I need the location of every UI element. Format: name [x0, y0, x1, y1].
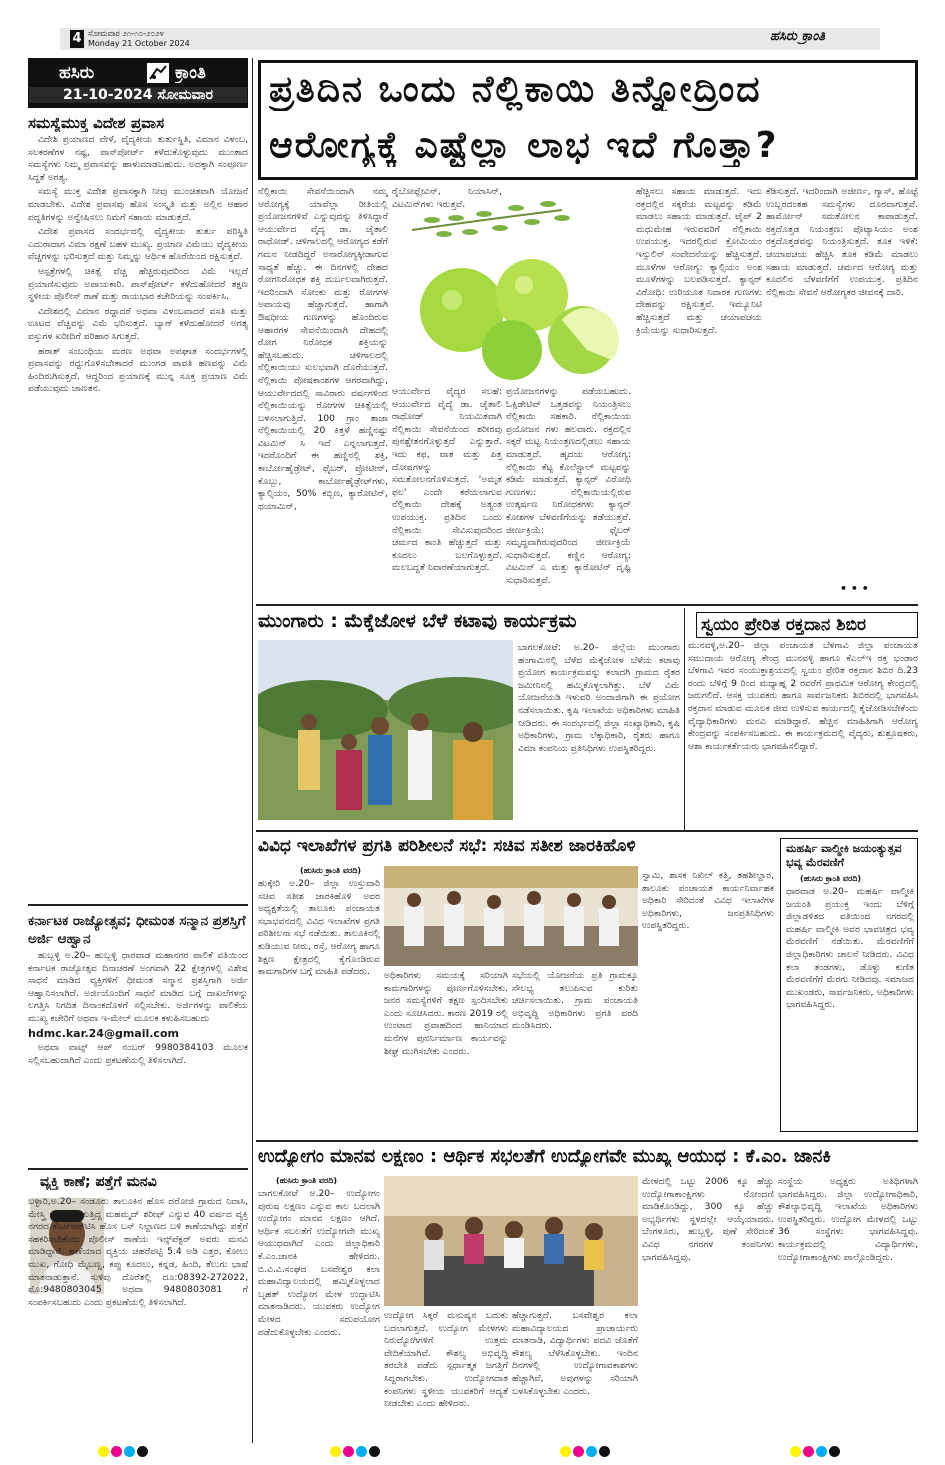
- editorial-paragraph: ವಿದೇಶಿ ಪ್ರಯಾಣದ ವೇಳೆ, ವೈದ್ಯಕೀಯ ತುರ್ತುಸ್ಥಿತಿ, ವಿಮಾನ ವಿಳಂಬ, ಸಲಕರಣೆಗಳ ನಷ್ಟ, ಪಾಸ್‌ಪೋರ್ಟ್ ಕಳೆದುಕೊಳ್ಳುವುದು ಮುಂತಾದ ಸಮಸ್ಯೆಗಳು ನಿಮ್ಮ ಪ್ರವಾಸವನ್ನು ಹಾಳುಮಾಡಬಹುದು. ಅದಕ್ಕಾಗಿ ಸಂಪೂರ್ಣ ಸಿದ್ಧತೆ ಅಗತ್ಯ.: [28, 134, 248, 183]
- rajyotsava-email: hdmc.kar.24@gmail.com: [28, 1026, 179, 1040]
- jobs-col-4: ಮೇಳದಲ್ಲಿ ಒಟ್ಟು 2006 ಕ್ಕೂ ಹೆಚ್ಚು ಉದ್ಯೋಗಾಕಾಂಕ್ಷಿಗಳು ನೋಂದಣಿ ಮಾಡಿಕೊಂಡಿದ್ದು, 300 ಕ್ಕೂ ಹೆಚ್ಚು ಅಭ್ಯರ್ಥಿಗಳು ಸ್ಥಳದಲ್ಲೇ ಆಯ್ಕೆಯಾದರು. ಬೆಂಗಳೂರು, ಹುಬ್ಬಳ್ಳಿ, ಪುಣೆ ಸೇರಿದಂತೆ ವಿವಿಧ ನಗರಗಳ ಕಂಪನಿಗಳು ಭಾಗವಹಿಸಿದ್ದವು.: [642, 1176, 774, 1263]
- reg-dot: [790, 1446, 801, 1457]
- blood-headline: ಸ್ವಯಂ ಪ್ರೇರಿತ ರಕ್ತದಾನ ಶಿಬಿರ: [696, 612, 918, 638]
- valmiki-headline: ಮಹರ್ಷಿ ವಾಲ್ಮೀಕಿ ಜಯಂತ್ಯುತ್ಸವ ಭವ್ಯ ಮೆರವಣಿಗೆ: [786, 842, 902, 869]
- amla-col-2-top: ರೈಬೋಫ್ಲೇವಿನ್, ನಿಯಾಸಿನ್, ವಿಟಮಿನ್‌ಗಳು ಇರುತ್ತವೆ.: [392, 186, 502, 210]
- divider: [28, 1168, 248, 1170]
- jobs-photo: [384, 1176, 638, 1306]
- reg-dot: [599, 1446, 610, 1457]
- header-date-english: Monday 21 October 2024: [88, 39, 190, 48]
- masthead: [28, 58, 248, 108]
- amla-headline-line1: ಪ್ರತಿದಿನ ಒಂದು ನೆಲ್ಲಿಕಾಯಿ ತಿನ್ನೋದ್ರಿಂದ: [269, 69, 762, 110]
- reg-dot: [137, 1446, 148, 1457]
- editorial-body: [28, 134, 248, 898]
- valmiki-dateline: (ಹುಸಿರು ಕ್ರಾಂತಿ ವರದಿ): [800, 874, 862, 883]
- review-col-1: ಹುಕ್ಕೇರಿ ಅ.20– ಜಿಲ್ಲಾ ಉಸ್ತುವಾರಿ ಸಚಿವ ಸತೀಶ ಜಾರಕಿಹೊಳಿ ಅವರ ಅಧ್ಯಕ್ಷತೆಯಲ್ಲಿ ತಾಲೂಕು ಪಂಚಾಯತ ಸಭಾಭವನದಲ್ಲಿ ವಿವಿಧ ಇಲಾಖೆಗಳ ಪ್ರಗತಿ ಪರಿಶೀಲನಾ ಸಭೆ ನಡೆಯಿತು. ತಾಲೂಕಿನಲ್ಲಿ ಕುಡಿಯುವ ನೀರು, ರಸ್ತೆ, ಆರೋಗ್ಯ ಹಾಗೂ ಶಿಕ್ಷಣ ಕ್ಷೇತ್ರದಲ್ಲಿ ಕೈಗೊಂಡಿರುವ ಕಾಮಗಾರಿಗಳ ಬಗ್ಗೆ ಮಾಹಿತಿ ಪಡೆದರು.: [258, 878, 380, 978]
- plough-logo-icon: [147, 63, 169, 83]
- rajyotsava-headline: ಕರ್ನಾಟಕ ರಾಜ್ಯೋತ್ಸವ; ಧೀಮಂತ ಸನ್ಮಾನ ಪ್ರಶಸ್ತಿಗೆ ಅರ್ಜಿ ಆಹ್ವಾನ: [28, 913, 246, 947]
- reg-dot: [803, 1446, 814, 1457]
- reg-dot: [111, 1446, 122, 1457]
- divider: [256, 604, 918, 606]
- mungaru-headline: ಮುಂಗಾರು : ಮೆಕ್ಕೆಜೋಳ ಬೆಳೆ ಕಟಾವು ಕಾರ್ಯಕ್ರಮ: [258, 610, 577, 632]
- page-number: 4: [70, 30, 84, 48]
- missing-headline: ವ್ಯಕ್ತಿ ಕಾಣೆ; ಪತ್ತೆಗೆ ಮನವಿ: [40, 1174, 157, 1190]
- missing-body: [28, 1196, 248, 1440]
- editorial-headline: ಸಮಸ್ಯೆಮುಕ್ತ ವಿದೇಶ ಪ್ರವಾಸ: [28, 114, 165, 132]
- editorial-paragraph: ಸಮಸ್ಯೆ ಮುಕ್ತ ವಿದೇಶ ಪ್ರವಾಸಕ್ಕಾಗಿ ನೀವು ಮುಂಚಿತವಾಗಿ ಯೋಜನೆ ಮಾಡಬೇಕು. ವಿದೇಶ ಪ್ರವಾಸವು ಹೊಸ ಸಂಸ್ಕೃತಿ ಮತ್ತು ಅಲ್ಲಿನ ಆಹಾರ ಪದ್ಧತಿಗಳನ್ನು ಅನ್ವೇಷಿಸಲು ನಿಮಗೆ ಸಹಾಯ ಮಾಡುತ್ತದೆ.: [28, 186, 248, 223]
- column-divider: [252, 58, 253, 1443]
- amla-headline-line2: ಆರೋಗ್ಯಕ್ಕೆ ಎಷ್ಟೆಲ್ಲಾ ಲಾಭ ಇದೆ ಗೊತ್ತಾ?: [269, 125, 779, 166]
- reg-dot: [560, 1446, 571, 1457]
- reg-dot: [330, 1446, 341, 1457]
- reg-dot: [829, 1446, 840, 1457]
- review-headline: ವಿವಿಧ ಇಲಾಖೆಗಳ ಪ್ರಗತಿ ಪರಿಶೀಲನೆ ಸಭೆ: ಸಚಿವ ಸತೀಶ ಜಾರಕಿಹೊಳಿ: [258, 836, 636, 856]
- review-col-4: ಸ್ವಾಮಿ, ಶಾಸಕ ನಿಖಿಲ್ ಕತ್ತಿ, ತಹಶೀಲ್ದಾರ, ತಾಲೂಕು ಪಂಚಾಯತ ಕಾರ್ಯನಿರ್ವಾಹಕ ಅಧಿಕಾರಿ ಸೇರಿದಂತೆ ವಿವಿಧ ಇಲಾಖೆಗಳ ಅಧಿಕಾರಿಗಳು, ಜನಪ್ರತಿನಿಧಿಗಳು ಉಪಸ್ಥಿತರಿದ್ದರು.: [642, 870, 774, 932]
- masthead-name-left: ಹಸಿರು: [59, 63, 95, 83]
- amla-col-4: ಹೆಚ್ಚಿಸಲು ಸಹಾಯ ಮಾಡುತ್ತದೆ. ಇದು ರಕ್ತದಲ್ಲಿನ ಸಕ್ಕರೆಯ ಮಟ್ಟವನ್ನು ಕಡಿಮೆ ಮಾಡಲು ಸಹಾಯ ಮಾಡುತ್ತದೆ. ಟೈಪ್ 2 ಮಧುಮೇಹ ಇರುವವರಿಗೆ ನೆಲ್ಲಿಕಾಯಿ ಉಪಯುಕ್ತ. ಇದರಲ್ಲಿರುವ ಕ್ರೋಮಿಯಂ ಇನ್ಸುಲಿನ್ ಸಂವೇದನೆಯನ್ನು ಹೆಚ್ಚಿಸುತ್ತದೆ. ಮೂಳೆಗಳ ಆರೋಗ್ಯ: ಕ್ಯಾಲ್ಸಿಯಂ ಅಂಶ ಮೂಳೆಗಳನ್ನು ಬಲಪಡಿಸುತ್ತದೆ. ಕ್ಯಾನ್ಸರ್ ವಿರೋಧಿ: ಉರಿಯೂತ ನಿವಾರಕ ಗುಣಗಳು ದೇಹವನ್ನು ರಕ್ಷಿಸುತ್ತವೆ. ಇಮ್ಯೂನಿಟಿ ಹೆಚ್ಚಿಸುತ್ತದೆ ಮತ್ತು ಚಯಾಪಚಯ ಕ್ರಿಯೆಯನ್ನು ಸುಧಾರಿಸುತ್ತದೆ.: [636, 186, 762, 598]
- review-photo: [384, 866, 638, 966]
- jobs-col-2: ಉದ್ಯೋಗ ಸಿಕ್ಕರೆ ಮನುಷ್ಯನ ಬದುಕು ಬದಲಾಗುತ್ತದೆ. ಉದ್ಯೋಗ ಮೇಳಗಳು ನಿರುದ್ಯೋಗಿಗಳಿಗೆ ಉತ್ತಮ ವೇದಿಕೆಯಾಗಿವೆ. ಕೌಶಲ್ಯ ಅಭಿವೃದ್ಧಿ ತರಬೇತಿ ಪಡೆದು ಸ್ಪರ್ಧಾತ್ಮಕ ಜಗತ್ತಿಗೆ ಸಿದ್ಧರಾಗಬೇಕು. ಉದ್ಯೋಗದಾತ ಕಂಪನಿಗಳು ಸ್ಥಳೀಯ ಯುವಕರಿಗೆ ಆದ್ಯತೆ ನೀಡಬೇಕು ಎಂದು ಹೇಳಿದರು.: [384, 1310, 508, 1410]
- divider: [28, 904, 248, 906]
- reg-dot: [124, 1446, 135, 1457]
- reg-dot: [343, 1446, 354, 1457]
- editorial-paragraph: ಆಸ್ಪತ್ರೆಗಳಲ್ಲಿ ಚಿಕಿತ್ಸೆ ವೆಚ್ಚ ಹೆಚ್ಚಿರುವುದರಿಂದ ವಿಮೆ ಇಲ್ಲದೆ ಪ್ರಯಾಣಿಸುವುದು ಅಪಾಯಕಾರಿ. ಪಾಸ್‌ಪೋರ್ಟ್ ಕಳೆದುಹೋದರೆ ತಕ್ಷಣ ಸ್ಥಳೀಯ ಪೊಲೀಸ್ ಠಾಣೆ ಮತ್ತು ರಾಯಭಾರ ಕಚೇರಿಯನ್ನು ಸಂಪರ್ಕಿಸಿ.: [28, 265, 248, 303]
- jobs-col-3: ಹೆಚ್ಚಾಗುತ್ತದೆ. ಬಸವೇಶ್ವರ ಕಲಾ ಮಹಾವಿದ್ಯಾಲಯದ ಪ್ರಾಚಾರ್ಯರು ಮಾತನಾಡಿ, ವಿದ್ಯಾರ್ಥಿಗಳು ಪದವಿ ಜೊತೆಗೆ ಕೌಶಲ್ಯ ಬೆಳೆಸಿಕೊಳ್ಳಬೇಕು. ಇಂದಿನ ದಿನಗಳಲ್ಲಿ ಉದ್ಯೋಗಾವಕಾಶಗಳು ಹೆಚ್ಚಾಗಿವೆ, ಅವುಗಳನ್ನು ಸರಿಯಾಗಿ ಬಳಸಿಕೊಳ್ಳಬೇಕು ಎಂದರು.: [512, 1310, 638, 1397]
- mungaru-body: ಬಾಗಲಕೋಟೆ: ಅ.20– ಜಿಲ್ಲೆಯ ಮುಂಗಾರು ಹಂಗಾಮಿನಲ್ಲಿ ಬೆಳೆದ ಮೆಕ್ಕೆಜೋಳ ಬೆಳೆಯ ಕಟಾವು ಪ್ರಯೋಗ ಕಾರ್ಯಕ್ರಮವನ್ನು ಕಲಾದಗಿ ಗ್ರಾಮದ ರೈತರ ಜಮೀನಿನಲ್ಲಿ ಹಮ್ಮಿಕೊಳ್ಳಲಾಗಿತ್ತು. ಬೆಳೆ ವಿಮೆ ಯೋಜನೆಯಡಿ ಇಳುವರಿ ಅಂದಾಜಿಗಾಗಿ ಈ ಪ್ರಯೋಗ ನಡೆಸಲಾಯಿತು. ಕೃಷಿ ಇಲಾಖೆಯ ಅಧಿಕಾರಿಗಳು ಮಾಹಿತಿ ನೀಡಿದರು. ಈ ಸಂದರ್ಭದಲ್ಲಿ ಜಿಲ್ಲಾ ಸಂಖ್ಯಾಧಿಕಾರಿ, ಕೃಷಿ ಅಧಿಕಾರಿಗಳು, ಗ್ರಾಮ ಲೆಕ್ಕಾಧಿಕಾರಿ, ರೈತರು ಹಾಗೂ ವಿಮಾ ಕಂಪನಿಯ ಪ್ರತಿನಿಧಿಗಳು ಉಪಸ್ಥಿತರಿದ್ದರು.: [518, 642, 680, 754]
- jobs-col-1: ಬಾಗಲಕೋಟೆ ಅ.20– ಉದ್ಯೋಗಂ ಪುರುಷ ಲಕ್ಷಣಂ ಎನ್ನುವ ಕಾಲ ಬದಲಾಗಿ ಉದ್ಯೋಗಂ ಮಾನವ ಲಕ್ಷಣಂ ಆಗಿದೆ. ಆರ್ಥಿಕ ಸಬಲತೆಗೆ ಉದ್ಯೋಗವೇ ಮುಖ್ಯ ಆಯುಧವಾಗಿದೆ ಎಂದು ಜಿಲ್ಲಾಧಿಕಾರಿ ಕೆ.ಎಂ.ಜಾನಕಿ ಹೇಳಿದರು. ಬಿ.ವಿ.ವಿ.ಸಂಘದ ಬಸವೇಶ್ವರ ಕಲಾ ಮಹಾವಿದ್ಯಾಲಯದಲ್ಲಿ ಹಮ್ಮಿಕೊಳ್ಳಲಾದ ಬೃಹತ್ ಉದ್ಯೋಗ ಮೇಳ ಉದ್ಘಾಟಿಸಿ ಮಾತನಾಡಿದರು. ಯುವಕರು ಉದ್ಯೋಗ ಮೇಳದ ಸದುಪಯೋಗ ಪಡೆದುಕೊಳ್ಳಬೇಕು ಎಂದರು.: [258, 1188, 380, 1338]
- amla-col-1: ನೆಲ್ಲಿಕಾಯಿ ಸೇವನೆಯಿಂದಾಗಿ ನಮ್ಮ ಆರೋಗ್ಯಕ್ಕೆ ಯಾವೆಲ್ಲಾ ರೀತಿಯಲ್ಲಿ ಪ್ರಯೋಜನಗಳಿವೆ ಎನ್ನುವುದನ್ನು ತಿಳಿಸಿದ್ದಾರೆ ಆಯುರ್ವೇದ ವೈದ್ಯ ಡಾ. ಚೈತಾಲಿ ರಾಥೋಡ್. ಚಳಿಗಾಲದಲ್ಲಿ ಆರೋಗ್ಯದ ಕಡೆಗೆ ಗಮನ ನೀಡದಿದ್ದರೆ ಅನಾರೋಗ್ಯಕ್ಕೀಡಾಗುವ ಸಾಧ್ಯತೆ ಹೆಚ್ಚು. ಈ ದಿನಗಳಲ್ಲಿ ದೇಹದ ರೋಗನಿರೋಧಕ ಶಕ್ತಿ ದುರ್ಬಲವಾಗಿರುತ್ತದೆ. ಇದರಿಂದಾಗಿ ಸೋಂಕು ಮತ್ತು ರೋಗಗಳ ಅಪಾಯವು ಹೆಚ್ಚಾಗುತ್ತದೆ. ಹಾಗಾಗಿ ಔಷಧೀಯ ಗುಣಗಳನ್ನು ಹೊಂದಿರುವ ಆಹಾರಗಳ ಸೇವನೆಯಿಂದಾಗಿ ದೇಹದಲ್ಲಿ ರೋಗ ನಿರೋಧಕ ಶಕ್ತಿಯನ್ನು ಹೆಚ್ಚಿಸಬಹುದು. ಚಳಿಗಾಲದಲ್ಲಿ ನೆಲ್ಲಿಕಾಯಿಯು ಸುಲಭವಾಗಿ ದೊರೆಯುತ್ತದೆ. ನೆಲ್ಲಿಕಾಯಿ ಪೋಷಕಾಂಶಗಳ ಆಗರವಾಗಿದ್ದು, ಆಯುರ್ವೇದದಲ್ಲಿ ಸಾವಿರಾರು ವರ್ಷಗಳಿಂದ ನೆಲ್ಲಿಕಾಯಿಯನ್ನು ರೋಗಗಳ ಚಿಕಿತ್ಸೆಯಲ್ಲಿ ಬಳಸಲಾಗುತ್ತಿದೆ. 100 ಗ್ರಾಂ ತಾಜಾ ನೆಲ್ಲಿಕಾಯಿಯಲ್ಲಿ 20 ಕಿತ್ತಳೆ ಹಣ್ಣಿನಷ್ಟು ವಿಟಮಿನ್ ಸಿ ಇದೆ ಎನ್ನಲಾಗುತ್ತದೆ. ಇದರೊಂದಿಗೆ ಈ ಹಣ್ಣಿನಲ್ಲಿ ಶಕ್ತಿ, ಕಾರ್ಬೋಹೈಡ್ರೇಟ್, ಫೈಬರ್, ಪ್ರೋಟೀನ್, ಕೊಬ್ಬು, ಕಾರ್ಬೋಹೈಡ್ರೇಟ್‌ಗಳು, ಕ್ಯಾಲ್ಸಿಯಂ, 50% ಕಬ್ಬಿಣ, ಕ್ಯಾರೋಟಿನ್, ಥಯಾಮಿನ್,: [258, 186, 388, 512]
- amla-end-mark: • • •: [840, 582, 869, 595]
- review-col-3: ಸಭೆಯಲ್ಲಿ ಯೋಜನೆಯ ಪ್ರತಿ ಗ್ರಾಮಕ್ಕೂ ಸೌಲಭ್ಯ ತಲುಪಿಸುವ ಕುರಿತು ಚರ್ಚಿಸಲಾಯಿತು. ಗ್ರಾಮ ಪಂಚಾಯತಿ ಅಭಿವೃದ್ಧಿ ಅಧಿಕಾರಿಗಳು ಪ್ರಗತಿ ವರದಿ ಮಂಡಿಸಿದರು.: [512, 970, 638, 1032]
- editorial-paragraph: ವಿದೇಶ ಪ್ರವಾಸದ ಸಂದರ್ಭದಲ್ಲಿ ವೈದ್ಯಕೀಯ ತುರ್ತು ಪರಿಸ್ಥಿತಿ ಎದುರಾದಾಗ ವಿಮಾ ರಕ್ಷಣೆ ಬಹಳ ಮುಖ್ಯ. ಪ್ರಯಾಣ ವಿಮೆಯು ವೈದ್ಯಕೀಯ ವೆಚ್ಚಗಳನ್ನು ಭರಿಸುತ್ತದೆ ಮತ್ತು ನಿಮ್ಮನ್ನು ಆರ್ಥಿಕ ಹೊರೆಯಿಂದ ರಕ್ಷಿಸುತ್ತದೆ.: [28, 226, 248, 263]
- reg-dot: [573, 1446, 584, 1457]
- reg-dot: [98, 1446, 109, 1457]
- jobs-headline: ಉದ್ಯೋಗಂ ಮಾನವ ಲಕ್ಷಣಂ : ಆರ್ಥಿಕ ಸಭಲತೆಗೆ ಉದ್ಯೋಗವೇ ಮುಖ್ಯ ಆಯುಧ : ಕೆ.ಎಂ. ಜಾನಕಿ: [258, 1146, 831, 1167]
- divider: [256, 830, 918, 832]
- rajyotsava-paragraph: ಹುಬ್ಬಳ್ಳಿ ಅ.20– ಹುಬ್ಬಳ್ಳಿ ಧಾರವಾಡ ಮಹಾನಗರ ಪಾಲಿಕೆ ವತಿಯಿಂದ ಕರ್ನಾಟಕ ರಾಜ್ಯೋತ್ಸವ ದಿನಾಚರಣೆ ಅಂಗವಾಗಿ 22 ಕ್ಷೇತ್ರಗಳಲ್ಲಿ ವಿಶೇಷ ಸಾಧನೆ ಮಾಡಿದ ವ್ಯಕ್ತಿಗಳಿಗೆ ಧೀಮಂತ ಸನ್ಮಾನ ಪ್ರಶಸ್ತಿಗಾಗಿ ಅರ್ಜಿ ಆಹ್ವಾನಿಸಲಾಗಿದೆ. ಅರ್ಜಿಯೊಂದಿಗೆ ಸಾಧನೆ ಮಾಡಿದ ಬಗ್ಗೆ ದಾಖಲೆಗಳನ್ನು ಲಗತ್ತಿಸಿ ನಿಗದಿತ ದಿನಾಂಕದೊಳಗೆ ಸಲ್ಲಿಸಬೇಕು. ಅರ್ಜಿಗಳನ್ನು ಪಾಲಿಕೆಯ ಮುಖ್ಯ ಕಚೇರಿಗೆ ಅಥವಾ ಇ-ಮೇಲ್ ಮೂಲಕ ಕಳುಹಿಸಬಹುದು: [28, 950, 248, 1024]
- review-dateline: (ಹುಸಿರು ಕ್ರಾಂತಿ ವರದಿ): [300, 866, 362, 875]
- reg-dot: [586, 1446, 597, 1457]
- blood-body: ಮುನವಳ್ಳಿ,ಅ.20– ಜಿಲ್ಲಾ ಪಂಚಾಯತ ಬೆಳಗಾವಿ ಜಿಲ್ಲಾ ಪಂಚಾಯತ ಸಮುದಾಯ ಆರೋಗ್ಯ ಕೇಂದ್ರ ಮುನವಳ್ಳಿ ಹಾಗೂ ಕೆಎಲ್‌ಇ ರಕ್ತ ಭಂಡಾರ ಬೆಳಗಾವಿ ಇವರ ಸಂಯುಕ್ತಾಶ್ರಯದಲ್ಲಿ ಸ್ವಯಂ ಪ್ರೇರಿತ ರಕ್ತದಾನ ಶಿಬಿರ ದಿ.23 ರಂದು ಬೆಳಿಗ್ಗೆ 9 ರಿಂದ ಮಧ್ಯಾಹ್ನ 2 ರವರೆಗೆ ಪ್ರಾಥಮಿಕ ಆರೋಗ್ಯ ಕೇಂದ್ರದಲ್ಲಿ ಜರುಗಲಿದೆ. ಆಸಕ್ತ ಯುವಕರು ಹಾಗೂ ಸಾರ್ವಜನಿಕರು ಶಿಬಿರದಲ್ಲಿ ಭಾಗವಹಿಸಿ ರಕ್ತದಾನ ಮಾಡುವ ಮೂಲಕ ಜೀವ ಉಳಿಸುವ ಕಾರ್ಯದಲ್ಲಿ ಕೈಜೋಡಿಸಬೇಕೆಂದು ವೈದ್ಯಾಧಿಕಾರಿಗಳು ಮನವಿ ಮಾಡಿದ್ದಾರೆ. ಹೆಚ್ಚಿನ ಮಾಹಿತಿಗಾಗಿ ಆರೋಗ್ಯ ಕೇಂದ್ರವನ್ನು ಸಂಪರ್ಕಿಸಬಹುದು. ಈ ಕಾರ್ಯಕ್ರಮದಲ್ಲಿ ವೈದ್ಯರು, ಶುಶ್ರೂಷಕರು, ಆಶಾ ಕಾರ್ಯಕರ್ತೆಯರು ಭಾಗವಹಿಸಲಿದ್ದಾರೆ.: [688, 640, 918, 752]
- amla-headline-box: [258, 60, 918, 180]
- amla-col-6: ಕೆಡಿಸುತ್ತದೆ. ಇದರಿಂದಾಗಿ ಅಜೀರ್ಣ, ಗ್ಯಾಸ್, ಹೊಟ್ಟೆ ಉಬ್ಬರದಂತಹ ಸಮಸ್ಯೆಗಳು ದೂರವಾಗುತ್ತವೆ. ಹಾರ್ಮೋನ್ ಸಮತೋಲನ ಕಾಪಾಡುತ್ತದೆ. ರಕ್ತದೊತ್ತಡ ನಿಯಂತ್ರಣ: ಪೊಟ್ಯಾಸಿಯಂ ಅಂಶ ರಕ್ತದೊತ್ತಡವನ್ನು ನಿಯಂತ್ರಿಸುತ್ತದೆ. ತೂಕ ಇಳಿಕೆ: ಚಯಾಪಚಯ ಹೆಚ್ಚಿಸಿ ತೂಕ ಕಡಿಮೆ ಮಾಡಲು ಸಹಾಯ ಮಾಡುತ್ತದೆ. ಚರ್ಮದ ಆರೋಗ್ಯ ಮತ್ತು ಕೂದಲಿನ ಬೆಳವಣಿಗೆಗೆ ಉಪಯುಕ್ತ. ಪ್ರತಿದಿನ ನೆಲ್ಲಿಕಾಯಿ ಸೇವನೆ ಆರೋಗ್ಯಕರ ಜೀವನಕ್ಕೆ ದಾರಿ.: [766, 186, 918, 298]
- rajyotsava-body: [28, 950, 248, 1164]
- valmiki-body: ಧಾರವಾಡ ಅ.20– ಮಹರ್ಷಿ ವಾಲ್ಮೀಕಿ ಜಯಂತಿ ಪ್ರಯುಕ್ತ ಇಂದು ಬೆಳಿಗ್ಗೆ ಜಿಲ್ಲಾಡಳಿತದ ವತಿಯಿಂದ ನಗರದಲ್ಲಿ ಮಹರ್ಷಿ ವಾಲ್ಮೀಕಿ ಅವರ ಭಾವಚಿತ್ರದ ಭವ್ಯ ಮೆರವಣಿಗೆ ನಡೆಯಿತು. ಮೆರವಣಿಗೆಗೆ ಜಿಲ್ಲಾಧಿಕಾರಿಗಳು ಚಾಲನೆ ನೀಡಿದರು. ವಿವಿಧ ಕಲಾ ತಂಡಗಳು, ಡೊಳ್ಳು ಕುಣಿತ ಮೆರವಣಿಗೆಗೆ ಮೆರಗು ನೀಡಿದವು. ಸಮಾಜದ ಮುಖಂಡರು, ಸಾರ್ವಜನಿಕರು, ಅಧಿಕಾರಿಗಳು ಭಾಗವಹಿಸಿದ್ದರು.: [786, 886, 914, 1011]
- editorial-paragraph: ಹಠಾತ್ ಸಂಬಂಧಿಯ ಮರಣ ಅಥವಾ ಅಪಘಾತ ಸಂದರ್ಭಗಳಲ್ಲಿ ಪ್ರವಾಸವನ್ನು ರದ್ದುಗೊಳಿಸಬೇಕಾದರೆ ಮುಂಗಡ ಪಾವತಿ ಹಣವನ್ನು ವಿಮೆ ಹಿಂದಿರುಗಿಸುತ್ತದೆ. ಆದ್ದರಿಂದ ಪ್ರಯಾಣಕ್ಕೆ ಮುನ್ನ ಸೂಕ್ತ ಪ್ರಯಾಣ ವಿಮೆ ಪಡೆಯುವುದು ಜಾಣತನ.: [28, 345, 248, 395]
- review-col-2: ಅಧಿಕಾರಿಗಳು ಸಮಯಕ್ಕೆ ಸರಿಯಾಗಿ ಕಾಮಗಾರಿಗಳನ್ನು ಪೂರ್ಣಗೊಳಿಸಬೇಕು. ಜನರ ಸಮಸ್ಯೆಗಳಿಗೆ ತಕ್ಷಣ ಸ್ಪಂದಿಸಬೇಕು ಎಂದು ಸೂಚಿಸಿದರು. ಕಾರಣ 2019 ರಲ್ಲಿ ಉಂಟಾದ ಪ್ರವಾಹದಿಂದ ಹಾನಿಯಾದ ಮನೆಗಳ ಪುನರ್ನಿರ್ಮಾಣ ಕಾರ್ಯವನ್ನು ಶೀಘ್ರ ಮುಗಿಸಬೇಕು ಎಂದರು.: [384, 970, 508, 1057]
- mungaru-photo: [258, 640, 513, 820]
- reg-dot: [816, 1446, 827, 1457]
- masthead-date: 21-10-2024 ಸೋಮವಾರ: [29, 87, 247, 103]
- header-paper-name: ಹಸಿರು ಕ್ರಾಂತಿ: [770, 29, 826, 44]
- editorial-paragraph: ವಿದೇಶದಲ್ಲಿ ವಿಮಾನ ರದ್ದಾದರೆ ಅಥವಾ ವಿಳಂಬವಾದರೆ ವಸತಿ ಮತ್ತು ಊಟದ ವೆಚ್ಚವನ್ನು ವಿಮೆ ಭರಿಸುತ್ತದೆ. ಬ್ಯಾಗ್ ಕಳೆದುಹೋದರೆ ಅಗತ್ಯ ವಸ್ತುಗಳ ಖರೀದಿಗೆ ಪರಿಹಾರ ಸಿಗುತ್ತದೆ.: [28, 305, 248, 342]
- jobs-dateline: (ಹುಸಿರು ಕ್ರಾಂತಿ ವರದಿ): [276, 1176, 338, 1185]
- amla-col-3: ಪ್ರಯೋಜನಗಳನ್ನು ಪಡೆಯಬಹುದು. ಓಕ್ಸಿಡೇಟಿವ್ ಒತ್ತಡವನ್ನು ನಿಯಂತ್ರಿಸಲು ನೆಲ್ಲಿಕಾಯಿ ಸಹಕಾರಿ. ನೆಲ್ಲಿಕಾಯಿಯ ಪ್ರಯೋಜನ ಗಳು ಹಲವಾರು. ರಕ್ತದಲ್ಲಿನ ಸಕ್ಕರೆ ಮಟ್ಟ ನಿಯಂತ್ರಣದಲ್ಲಿಡಲು ಸಹಾಯ ಮಾಡುತ್ತದೆ. ಹೃದಯ ಆರೋಗ್ಯ: ನೆಲ್ಲಿಕಾಯಿ ಕೆಟ್ಟ ಕೊಲೆಸ್ಟ್ರಾಲ್ ಮಟ್ಟವನ್ನು ಕಡಿಮೆ ಮಾಡುತ್ತದೆ. ಕ್ಯಾನ್ಸರ್ ವಿರೋಧಿ ಗುಣಗಳು: ನೆಲ್ಲಿಕಾಯಿಯಲ್ಲಿರುವ ಉತ್ಕರ್ಷಣ ನಿರೋಧಕಗಳು ಕ್ಯಾನ್ಸರ್ ಕೋಶಗಳ ಬೆಳವಣಿಗೆಯನ್ನು ತಡೆಯುತ್ತವೆ. ಜೀರ್ಣಕ್ರಿಯೆ: ಫೈಬರ್ ಸಮೃದ್ಧವಾಗಿರುವುದರಿಂದ ಜೀರ್ಣಕ್ರಿಯೆ ಸುಧಾರಿಸುತ್ತದೆ. ಕಣ್ಣಿನ ಆರೋಗ್ಯ: ವಿಟಮಿನ್ ಎ ಮತ್ತು ಕ್ಯಾರೋಟಿನ್ ದೃಷ್ಟಿ ಸುಧಾರಿಸುತ್ತವೆ.: [506, 386, 631, 586]
- reg-dot: [356, 1446, 367, 1457]
- amla-col-2-bottom: ಆಯುರ್ವೇದ ವೈದ್ಯರ ಸಲಹೆ: ಆಯುರ್ವೇದ ವೈದ್ಯೆ ಡಾ. ಚೈತಾಲಿ ರಾಥೋಡ್ ನಿಯಮಿತವಾಗಿ ನೆಲ್ಲಿಕಾಯಿ ಸೇವನೆಯಿಂದ ಶರೀರವು ಪುನಶ್ಚೇತನಗೊಳ್ಳುತ್ತದೆ ಎನ್ನುತ್ತಾರೆ. ಇದು ಕಫ, ವಾತ ಮತ್ತು ಪಿತ್ತ ದೋಷಗಳನ್ನು ಸಮತೋಲನಗೊಳಿಸುತ್ತದೆ. 'ಅಮೃತ ಫಲ' ಎಂದೇ ಕರೆಯಲಾಗುವ ನೆಲ್ಲಿಕಾಯಿ ದೇಹಕ್ಕೆ ಅತ್ಯಂತ ಉಪಯುಕ್ತ. ಪ್ರತಿದಿನ ಒಂದು ನೆಲ್ಲಿಕಾಯಿ ಸೇವಿಸುವುದರಿಂದ ಚರ್ಮದ ಕಾಂತಿ ಹೆಚ್ಚುತ್ತದೆ ಮತ್ತು ಕೂದಲು ಬಲಗೊಳ್ಳುತ್ತದೆ. ಮಲಬದ್ಧತೆ ನಿವಾರಣೆಯಾಗುತ್ತದೆ.: [392, 386, 502, 574]
- rajyotsava-tail: ಅಥವಾ ವಾಟ್ಸ್ ಆಪ್ ನಂಬರ್ 9980384103 ಮೂಲಕ ಸಲ್ಲಿಸಬಹುದಾಗಿದೆ ಎಂದು ಪ್ರಕಟಣೆಯಲ್ಲಿ ತಿಳಿಸಲಾಗಿದೆ.: [28, 1042, 248, 1066]
- header-date-kannada: ಸೋಮವಾರ ೨೧-೧೦-೨೦೨೪: [88, 29, 164, 38]
- masthead-name-right: ಕ್ರಾಂತಿ: [175, 63, 206, 83]
- amla-fruits-image: [392, 190, 632, 380]
- missing-paragraph: ಬಳ್ಳಾರಿ,ಅ.20– ಸಂಡೂರು ತಾಲೂಕಿನ ಹೊಸ ದರೋಜಿ ಗ್ರಾಮದ ನಿವಾಸಿ, ಮೇಸ್ತ್ರಿ ಕೆಲಸ ಮಾಡುತ್ತಿದ್ದ ಮಹಮ್ಮದ್ ಶರೀಫ್ ಎನ್ನುವ 40 ವರ್ಷದ ವ್ಯಕ್ತಿ ನಗರದ ಕೆಎಸ್‌ಆರ್‌ಟಿಸಿ ಹೊಸ ಬಸ್ ನಿಲ್ದಾಣದ ಬಳಿ ಕಾಣೆಯಾಗಿದ್ದು ಪತ್ತೆಗೆ ಸಹಕರಿಸಬೇಕೆಂದು ಪೊಲೀಸ್ ಠಾಣೆಯ ಇನ್ಸ್‌ಪೆಕ್ಟರ್ ಅವರು ಮನವಿ ಮಾಡಿದ್ದಾರೆ. ಕಾಣೆಯಾದ ವ್ಯಕ್ತಿಯ ಚಹರೆಪಟ್ಟಿ 5.4 ಅಡಿ ಎತ್ತರ, ಕೋಲು ಮುಖ, ಗೋಧಿ ಮೈಬಣ್ಣ, ಕಪ್ಪು ಕೂದಲು, ಕನ್ನಡ, ಹಿಂದಿ, ತೆಲುಗು ಭಾಷೆ ಮಾತನಾಡುತ್ತಾನೆ. ಸುಳಿವು ದೊರೆತಲ್ಲಿ ದೂ:08392-272022, ಮೊ:9480803045 ಅಥವಾ 9480803081 ಗೆ ಸಂಪರ್ಕಿಸಬಹುದು ಎಂದು ಪ್ರಕಟಣೆಯಲ್ಲಿ ತಿಳಿಸಲಾಗಿದೆ.: [28, 1196, 248, 1308]
- jobs-col-5: ಸಂಸ್ಥೆಯ ಅಧ್ಯಕ್ಷರು ಅತಿಥಿಗಳಾಗಿ ಭಾಗವಹಿಸಿದ್ದರು. ಜಿಲ್ಲಾ ಉದ್ಯೋಗಾಧಿಕಾರಿ, ಕೌಶಲ್ಯಾಭಿವೃದ್ಧಿ ಇಲಾಖೆಯ ಅಧಿಕಾರಿಗಳು ಉಪಸ್ಥಿತರಿದ್ದರು. ಉದ್ಯೋಗ ಮೇಳದಲ್ಲಿ ಒಟ್ಟು 36 ಸಂಸ್ಥೆಗಳು ಭಾಗವಹಿಸಿದ್ದವು. ಕಾರ್ಯಕ್ರಮದಲ್ಲಿ ವಿದ್ಯಾರ್ಥಿಗಳು, ಉದ್ಯೋಗಾಕಾಂಕ್ಷಿಗಳು ಪಾಲ್ಗೊಂಡಿದ್ದರು.: [778, 1176, 918, 1263]
- divider: [256, 1140, 918, 1142]
- column-divider: [684, 608, 685, 830]
- reg-dot: [369, 1446, 380, 1457]
